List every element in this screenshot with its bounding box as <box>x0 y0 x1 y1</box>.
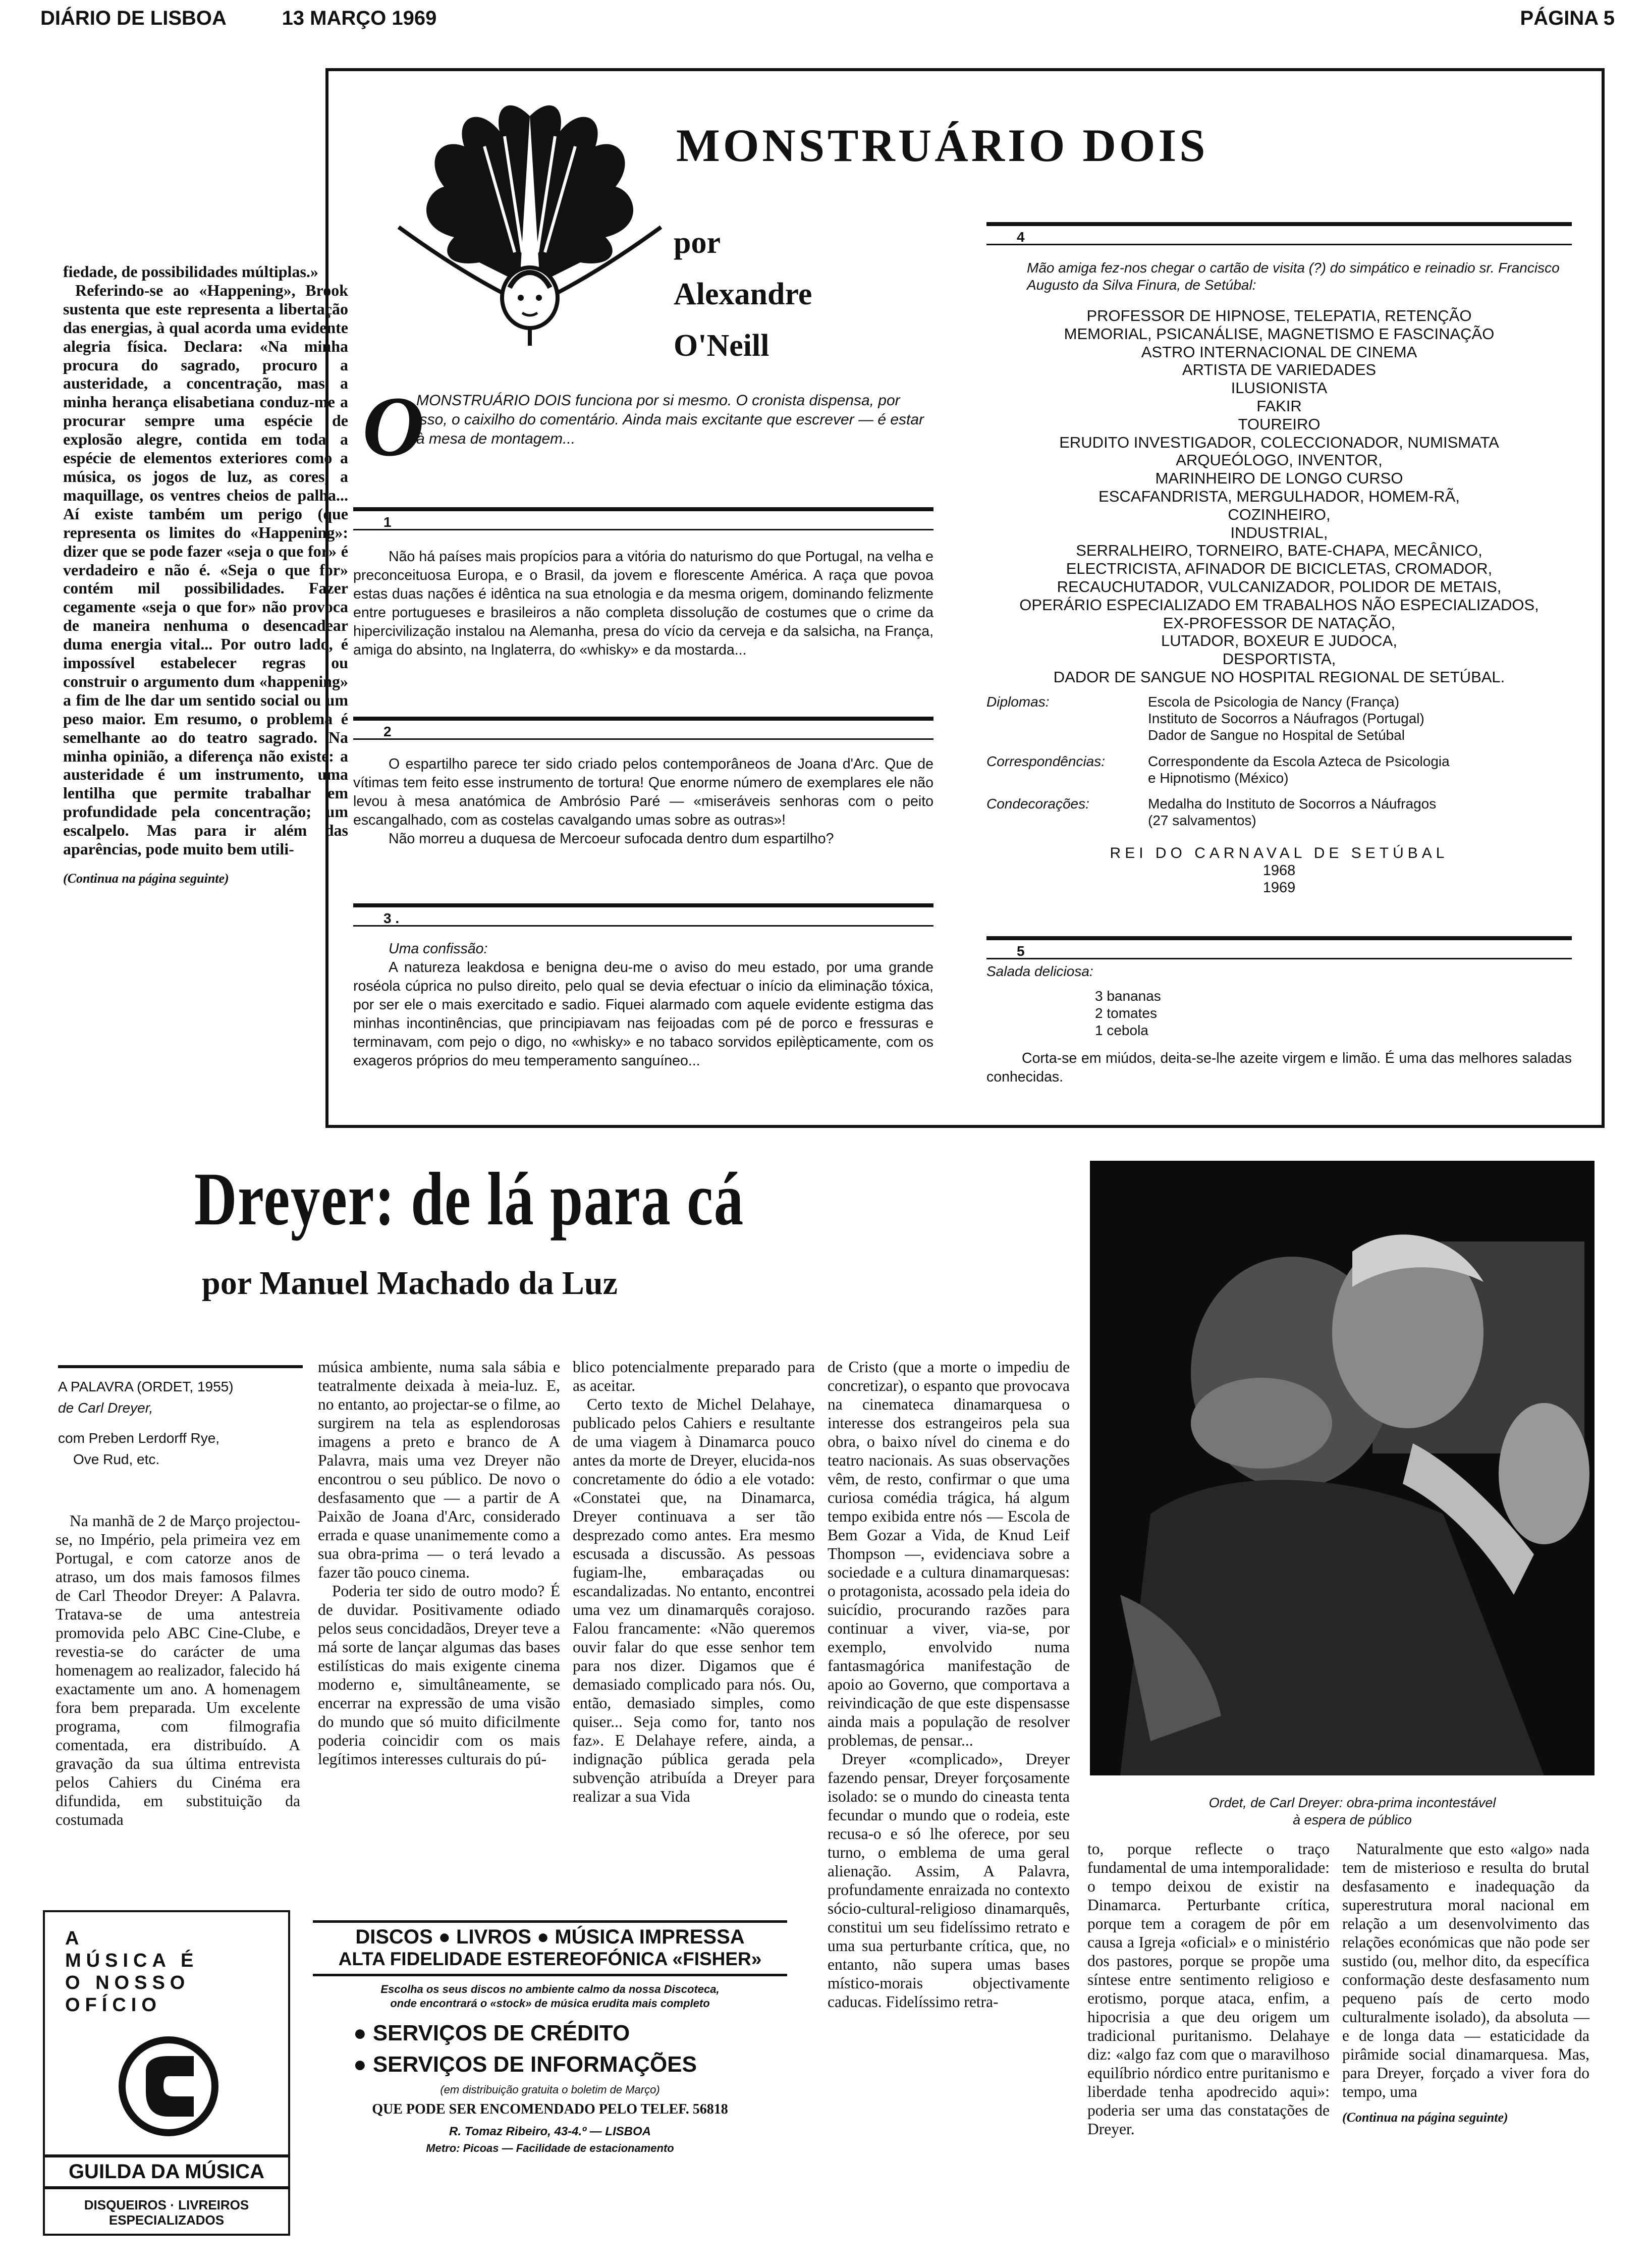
intro-dropcap: O <box>362 379 424 474</box>
discos-livros-ad: DISCOS ● LIVROS ● MÚSICA IMPRESSA ALTA FIDELIDADE ESTEREOFÓNICA «FISHER» Escolha os seus discos no ambiente calmo da nossa Discoteca, onde encontrará o «stock» de música erudita mais completo ● SERVIÇOS DE CRÉDITO ● SERVIÇOS DE INFORMAÇÕES (em distribuição gratuita o boletim de Março) QUE PODE SER ENCOMENDADO PELO TELEF. 56818 R. Tomaz Ribeiro, 43-4.º — LISBOA Metro: Picoas — Facilidade de estacionamento <box>313 1920 787 2233</box>
section-1: 1 Não há países mais propícios para a vitória do naturismo do que Portugal, na velha e preconceituosa Europa, e o Brasil, da jovem e florescente América. A raça que povoa estas duas nações é idêntica na sua etnologia e da mesma origem, dominando felizmente entre portugueses e brasileiros a não completa dissolução de costumes que o crime da hipercivilização instalou na Alemanha, presa do vício da cerveja e da salsicha, na França, amiga do absinto, na Inglaterra, do «whisky» e da mostarda... <box>353 507 933 660</box>
section-3: 3 . Uma confissão: A natureza leakdosa e benigna deu-me o aviso do meu estado, por uma grande roséola cúprica no pulso direito, pelo qual se devia efectuar o início da eliminação tóxica, por ser ele o mais exercitado e sadio. Fiquei alarmado com aquele evidente estigma das minhas incontinências, que principiavam nas feijoadas com pé de porco e fressuras e terminavam, com pejo o digo, no «whisky» e no tabaco sorvidos epilèpticamente, com os exageros próprios do meu temperamento sanguíneo... <box>353 903 933 1070</box>
guilda-logo-icon <box>118 2036 219 2137</box>
article-column-6: Naturalmente que esto «algo» nada tem de misterioso e resulta do brutal desfasamento e inadequação da superestrutura moral nacional em relação a um desenvolvimento das relações económicas que não pode ser sustido (ou, melhor dito, da específica conformação deste desfasamento num pequeno país de certo modo culturalmente isolado), da absoluta — e de longa data — estaticidade da pirâmide social dinamarquesa. Mas, para Dreyer, forçado a viver fora do tempo, uma (Continua na página seguinte) <box>1342 1840 1589 2127</box>
diplomas-block: Diplomas: Escola de Psicologia de Nancy (França) Instituto de Socorros a Náufragos (Portugal) Dador de Sangue no Hospital de Setúbal Correspondências: Correspondente da Escola Azteca de Psicologia e Hipnotismo (México) Condecorações: Medalha do Instituto de Socorros a Náufragos (27 salvamentos) <box>986 693 1450 828</box>
continuation-note: (Continua na página seguinte) <box>1342 2110 1508 2125</box>
rei-do-carnaval: REI DO CARNAVAL DE SETÚBAL <box>1110 844 1449 861</box>
masthead <box>40 7 1615 37</box>
left-continued-column <box>63 262 348 888</box>
page-number: PÁGINA 5 <box>1520 7 1615 29</box>
section-5: 5 Salada deliciosa: 3 bananas 2 tomates 1 cebola Corta-se em miúdos, deita-se-lhe azeite virgem e limão. É uma das melhores saladas conhecidas. <box>986 936 1572 1087</box>
credit-service-line: ● SERVIÇOS DE CRÉDITO <box>353 2021 630 2045</box>
winged-angel-illustration <box>378 86 681 348</box>
dreyer-byline: por Manuel Machado da Luz <box>202 1265 618 1302</box>
article-column-2: música ambiente, numa sala sábia e teatralmente deixada à meia-luz. E, no entanto, ao projectar-se o filme, ao surgirem na tela as esplendorosas imagens a preto e branco de A Palavra, mais uma vez Dreyer não encontrou o seu público. De novo o desfasamento que — a partir de A Paixão de Joana d'Arc, considerado errada e quase unanimemente como a sua obra-prima — o terá levado a fazer tão pouco cinema. Poderia ter sido de outro modo? É de duvidar. Positivamente odiado pelos seus concidadãos, Dreyer teve a má sorte de lançar algumas das bases estilísticas do mais exigente cinema moderno e, simultâneamente, se encerrar na expressão de uma visão do mundo que só muito dificilmente poderia coincidir com os mais legítimos interesses culturais do pú- <box>318 1358 560 1768</box>
section-number: 5 <box>986 936 1572 959</box>
business-card-titles: PROFESSOR DE HIPNOSE, TELEPATIA, RETENÇÃO MEMORIAL, PSICANÁLISE, MAGNETISMO E FASCINAÇÃO ASTRO INTERNACIONAL DE CINEMA ARTISTA DE VARIEDADES ILUSIONISTA FAKIR TOUREIRO ERUDITO INVESTIGADOR, COLECCIONADOR, NUMISMATA ARQUEÓLOGO, INVENTOR, MARINHEIRO DE LONGO CURSO ESCAFANDRISTA, MERGULHADOR, HOMEM-RÃ, COZINHEIRO, INDUSTRIAL, SERRALHEIRO, TORNEIRO, BATE-CHAPA, MECÂNICO, ELECTRICISTA, AFINADOR DE BICICLETAS, CROMADOR, RECAUCHUTADOR, VULCANIZADOR, POLIDOR DE METAIS, OPERÁRIO ESPECIALIZADO EM TRABALHOS NÃO ESPECIALIZADOS, EX-PROFESSOR DE NATAÇÃO, LUTADOR, BOXEUR E JUDOCA, DESPORTISTA, DADOR DE SANGUE NO HOSPITAL REGIONAL DE SETÚBAL. <box>1019 307 1539 686</box>
info-service-line: ● SERVIÇOS DE INFORMAÇÕES <box>353 2052 697 2077</box>
monstruario-intro: MONSTRUÁRIO DOIS funciona por si mesmo. O cronista dispensa, por isso, o caixilho do comentário. Ainda mais excitante que escrever — é estar à mesa de montagem... <box>416 392 924 447</box>
paper-name: DIÁRIO DE LISBOA <box>40 7 226 29</box>
film-still-photo <box>1090 1161 1595 1775</box>
continuation-note: (Continua na página seguinte) <box>63 871 229 886</box>
section-number: 1 <box>353 507 933 530</box>
article-column-1: Na manhã de 2 de Março projectou-se, no Império, pela primeira vez em Portugal, e com catorze anos de atraso, um dos mais famosos filmes de Carl Theodor Dreyer: A Palavra. Tratava-se de uma antestreia promovida pelo ABC Cine-Clube, e revestia-se do carácter de uma homenagem ao realizador, falecido há exactamente um ano. A homenagem fora bem preparada. Um excelente programa, com filmografia comentada, era distribuído. A gravação da sua última entrevista pelos Cahiers du Cinéma era difundida, em substituição da costumada <box>56 1512 300 1828</box>
article-column-4: de Cristo (que a morte o impediu de concretizar), o espanto que provocava na cinemateca dinamarquesa o interesse dos estrangeiros pela sua obra, o baixo nível do cinema e do teatro nacionais. As suas observações vêm, de resto, confirmar o que uma curiosa comédia trágica, há algum tempo exibida entre nós — Escola de Bem Gozar a Vida, de Knud Leif Thompson —, evidenciava sobre a sociedade e a cultura dinamarquesas: o protagonista, acossado pela ideia do suicídio, procurando razões para continuar a viver, via-se, por exemplo, envolvido numa fantasmagórica manifestação de apoio ao Governo, que comportava a reivindicação de que este dispensasse ainda mais a população de resolver problemas, de pensar... Dreyer «complicado», Dreyer fazendo pensar, Dreyer forçosamente isolado: se o mundo do cineasta tenta fecundar o mundo que o rodeia, este recusa-o e só lhe oferece, por seu turno, o emblema de uma geral alienação. Assim, A Palavra, profundamente enraizada no contexto sócio-cultural-religioso dinamarquês, constitui um seu fidelíssimo retrato e uma sua perturbante crítica, que, no entanto, não supera umas bases místico-morais objectivamente caducas. Fidelíssimo retra- <box>828 1358 1070 2011</box>
left-paragraph: fiedade, de possibilidades múltiplas.» <box>63 262 318 281</box>
monstruario-title: MONSTRUÁRIO DOIS <box>676 120 1208 171</box>
dreyer-headline: Dreyer: de lá para cá <box>194 1157 744 1241</box>
film-credits: A PALAVRA (ORDET, 1955) de Carl Dreyer, com Preben Lerdorff Rye, Ove Rud, etc. <box>58 1365 303 1470</box>
section-4: 4 Mão amiga fez-nos chegar o cartão de visita (?) do simpático e reinadio sr. Francisco Augusto da Silva Finura, de Setúbal: PROFESSOR DE HIPNOSE, TELEPATIA, RETENÇÃO MEMORIAL, PSICANÁLISE, MAGNETISMO E FASCINAÇÃO ASTRO INTERNACIONAL DE CINEMA ARTISTA DE VARIEDADES ILUSIONISTA FAKIR TOUREIRO ERUDITO INVESTIGADOR, COLECCIONADOR, NUMISMATA ARQUEÓLOGO, INVENTOR, MARINHEIRO DE LONGO CURSO ESCAFANDRISTA, MERGULHADOR, HOMEM-RÃ, COZINHEIRO, INDUSTRIAL, SERRALHEIRO, TORNEIRO, BATE-CHAPA, MECÂNICO, ELECTRICISTA, AFINADOR DE BICICLETAS, CROMADOR, RECAUCHUTADOR, VULCANIZADOR, POLIDOR DE METAIS, OPERÁRIO ESPECIALIZADO EM TRABALHOS NÃO ESPECIALIZADOS, EX-PROFESSOR DE NATAÇÃO, LUTADOR, BOXEUR E JUDOCA, DESPORTISTA, DADOR DE SANGUE NO HOSPITAL REGIONAL DE SETÚBAL. Diplomas: Escola de Psicologia de Nancy (França) Instituto de Socorros a Náufragos (Portugal) Dador de Sangue no Hospital de Setúbal Correspondências: Correspondente da Escola Azteca de Psicologia e Hipnotismo (México) Condecorações: Medalha do Instituto de Socorros a Náufragos (27 salvamentos) REI DO CARNAVAL DE SETÚBAL 1968 1969 <box>986 222 1572 896</box>
photo-caption: Ordet, de Carl Dreyer: obra-prima incontestável à espera de público <box>1208 1795 1496 1827</box>
guilda-da-musica-ad: A MÚSICA É O NOSSO OFÍCIO GUILDA DA MÚSICA DISQUEIROS · LIVREIROS ESPECIALIZADOS <box>43 1910 290 2236</box>
monstruario-author: por Alexandre O'Neill <box>674 226 812 363</box>
left-paragraph: Referindo-se ao «Happening», Brook sustenta que este representa a libertação das energias, à qual acorda uma evidente alegria física. Declara: «Na minha procura do sagrado, procuro a austeridade, a concentração, mas a minha herança elisabetiana conduz-me a procurar sempre uma espécie de explosão alegre, contida em toda a espécie de elementos exteriores como a música, os jogos de luz, as cores, a maquillage, os ventres cheios de palha... Aí existe também um perigo (que representa os limites do «Happening»: dizer que se pode fazer «seja o que for» é verdadeiro e não é. «Seja o que for» contém mil possibilidades. Fazer cegamente «seja o que for» não provoca de maneira nenhuma o desencadear duma energia vital... Por outro lado, é impossível estabelecer regras ou construir o argumento dum «happening» a fim de lhe dar um sentido social ou um peso maior. Em resumo, o problema é semelhante ao do teatro sagrado. Na minha opinião, a diferença não existe: a austeridade é um instrumento, uma lentilha que permite trabalhar em profundidade pela concentração; um escalpelo. Mas para ir além das aparências, pode muito bem utili- <box>63 281 348 858</box>
guilda-name: GUILDA DA MÚSICA <box>45 2154 288 2189</box>
article-column-3: blico potencialmente preparado para as aceitar. Certo texto de Michel Delahaye, publicado pelos Cahiers e resultante de uma viagem à Dinamarca pouco antes da morte de Dreyer, elucida-nos concretamente do ódio a ele votado: «Constatei que, na Dinamarca, Dreyer continuava a ser tão desprezado como antes. Era mesmo escusada a discussão. As pessoas fugiam-lhe, embaraçadas ou escandalizadas. No entanto, encontrei uma vez um dinamarquês corajoso. Falou francamente: «Não queremos ouvir falar do que esse senhor tem para nos dizer. Digamos que é demasiado complicado para nós. Ou, então, demasiado simples, como quiser... Seja como for, tanto nos faz». E Delahaye refere, ainda, a indignação pública gerada pela subvenção atribuída a Dreyer para realizar a sua Vida <box>573 1358 815 1805</box>
article-column-5: to, porque reflecte o traço fundamental de uma intemporalidade: o tempo deixou de existir na Dinamarca. Perturbante crítica, porque tem a coragem de pôr em causa a Igreja «oficial» e o ministério dos pastores, porque se propõe uma síntese entre sentimento religioso e erotismo, porque ataca, enfim, a hipocrisia a que deu origem um tradicional puritanismo. Delahaye diz: «algo faz com que o maravilhoso equilíbrio nórdico entre puritanismo e liberdade tenha apodrecido aqui»: poderia ser uma das constatações de Dreyer. <box>1087 1840 1330 2138</box>
section-number: 4 <box>986 222 1572 245</box>
section-number: 3 . <box>353 903 933 927</box>
issue-date: 13 MARÇO 1969 <box>282 7 437 29</box>
ingredients-list: 3 bananas 2 tomates 1 cebola <box>1095 988 1161 1038</box>
section-2: 2 O espartilho parece ter sido criado pelos contemporâneos de Joana d'Arc. Que de vítimas tem feito esse instrumento de tortura! Que enorme número de exemplares ele não levou à mesa anatómica de Ambrósio Paré — «miseráveis senhoras com o peito escangalhado, com as costelas cavalgando umas sobre as outras»! Não morreu a duquesa de Mercoeur sufocada dentro dum espartilho? <box>353 717 933 848</box>
section-number: 2 <box>353 717 933 740</box>
